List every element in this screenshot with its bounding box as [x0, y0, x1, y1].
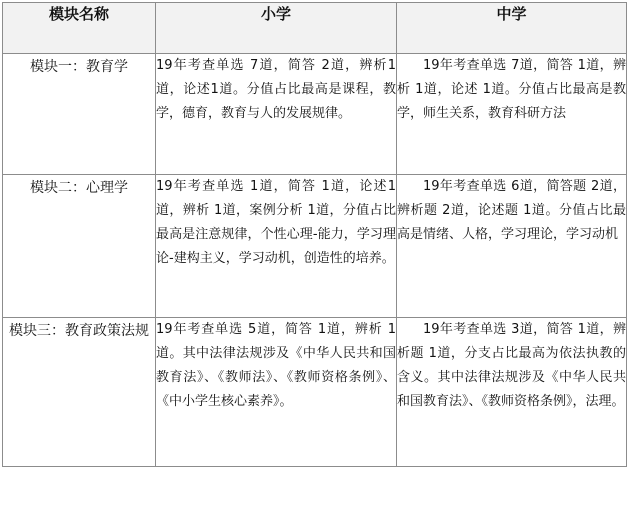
primary-school-cell: 19年考查单选 5道，简答 1道，辨析 1道。其中法律法规涉及《中华人民共和国教育法》、《教师法》、《教师资格条例》、《中小学生核心素养》。: [156, 318, 397, 467]
module-name-cell: 模块三：教育政策法规: [3, 318, 156, 467]
header-middle-school: 中学: [397, 3, 627, 54]
module-name-cell: 模块一：教育学: [3, 54, 156, 175]
header-module-name: 模块名称: [3, 3, 156, 54]
table-row: [3, 54, 627, 175]
table-row: [3, 175, 627, 318]
middle-school-cell: 19年考查单选 3道，简答 1道，辨析题 1道，分支占比最高为依法执教的含义。其中法律法规涉及《中华人民共和国教育法》、《教师资格条例》，法理。: [397, 318, 627, 467]
primary-school-cell: 19年考查单选 1道，简答 1道，论述1道，辨析 1道，案例分析 1道，分值占比最高是注意规律，个性心理-能力，学习理论-建构主义，学习动机，创造性的培养。: [156, 175, 397, 318]
header-primary-school: 小学: [156, 3, 397, 54]
middle-school-cell: 19年考查单选 7道，简答 1道，辨析 1道，论述 1道。分值占比最高是教学，师生关系，教育科研方法: [397, 54, 627, 175]
middle-school-cell: 19年考查单选 6道，简答题 2道，辨析题 2道，论述题 1道。分值占比最高是情绪、人格，学习理论，学习动机: [397, 175, 627, 318]
module-name-cell: 模块二：心理学: [3, 175, 156, 318]
exam-content-table: [2, 2, 627, 467]
table-row: [3, 318, 627, 467]
table-header-row: [3, 3, 627, 54]
primary-school-cell: 19年考查单选 7道，简答 2道，辨析1道，论述1道。分值占比最高是课程，教学，德育，教育与人的发展规律。: [156, 54, 397, 175]
